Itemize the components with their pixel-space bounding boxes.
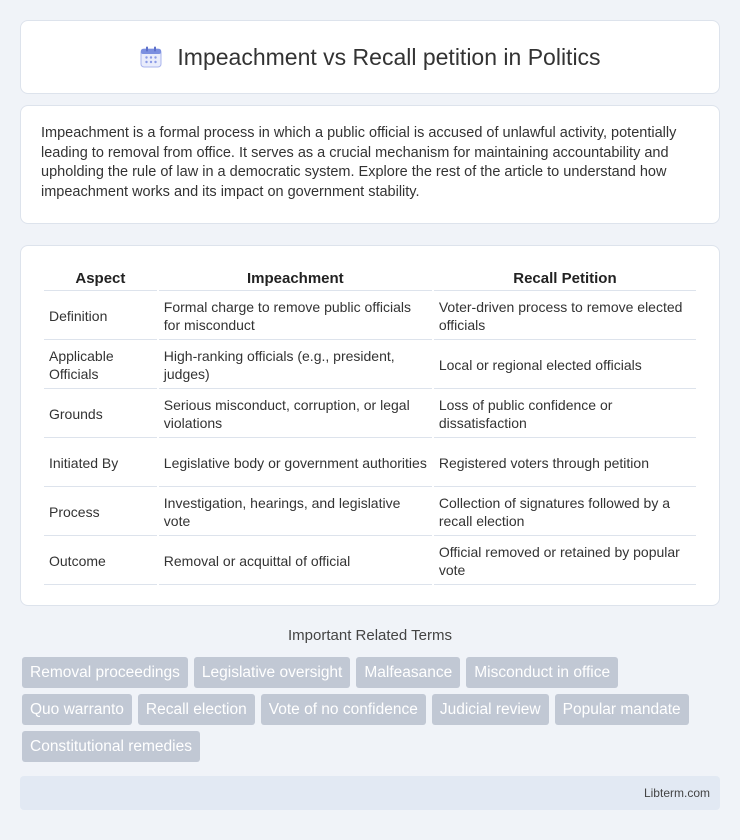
- term-tag[interactable]: Removal proceedings: [22, 657, 188, 688]
- table-cell-impeachment: High-ranking officials (e.g., president, judges): [159, 342, 432, 389]
- term-tag[interactable]: Popular mandate: [555, 694, 689, 725]
- table-cell-aspect: Outcome: [44, 538, 157, 585]
- footer: [20, 776, 720, 810]
- table-header-row: [44, 266, 696, 291]
- column-header-recall-petition: Recall Petition: [434, 266, 696, 291]
- table-cell-aspect: Grounds: [44, 391, 157, 438]
- related-terms-heading: Important Related Terms: [288, 627, 452, 644]
- term-tag[interactable]: Judicial review: [432, 694, 549, 725]
- comparison-card: [20, 245, 720, 606]
- table-cell-aspect: Initiated By: [44, 440, 157, 487]
- table-row: [44, 293, 696, 340]
- table-row: [44, 538, 696, 585]
- term-tag[interactable]: Recall election: [138, 694, 255, 725]
- table-row: [44, 440, 696, 487]
- term-tag[interactable]: Misconduct in office: [466, 657, 618, 688]
- table-cell-recall: Local or regional elected officials: [434, 342, 696, 389]
- related-terms-list: [22, 657, 722, 762]
- term-tag[interactable]: Vote of no confidence: [261, 694, 426, 725]
- table-row: [44, 391, 696, 438]
- column-header-aspect: Aspect: [44, 266, 157, 291]
- title-card: [20, 20, 720, 94]
- table-cell-impeachment: Serious misconduct, corruption, or legal violations: [159, 391, 432, 438]
- table-cell-impeachment: Formal charge to remove public officials for misconduct: [159, 293, 432, 340]
- table-cell-recall: Collection of signatures followed by a recall election: [434, 489, 696, 536]
- comparison-table: [42, 264, 698, 587]
- table-cell-impeachment: Investigation, hearings, and legislative vote: [159, 489, 432, 536]
- term-tag[interactable]: Constitutional remedies: [22, 731, 200, 762]
- table-cell-aspect: Process: [44, 489, 157, 536]
- table-row: [44, 342, 696, 389]
- table-cell-aspect: Definition: [44, 293, 157, 340]
- table-row: [44, 489, 696, 536]
- calendar-icon: [139, 45, 163, 69]
- intro-card: [20, 105, 720, 224]
- table-cell-recall: Registered voters through petition: [434, 440, 696, 487]
- table-cell-impeachment: Removal or acquittal of official: [159, 538, 432, 585]
- table-cell-recall: Loss of public confidence or dissatisfaction: [434, 391, 696, 438]
- table-cell-aspect: Applicable Officials: [44, 342, 157, 389]
- term-tag[interactable]: Quo warranto: [22, 694, 132, 725]
- page-title: Impeachment vs Recall petition in Politics: [177, 43, 601, 70]
- intro-text: Impeachment is a formal process in which a public official is accused of unlawful activity, potentially leading to removal from office. It serves as a crucial mechanism for maintaining accountability and upholding the rule of law in a democratic system. Explore the rest of the article to understand how impeachment works and its impact on government stability.: [41, 125, 677, 200]
- table-cell-recall: Official removed or retained by popular vote: [434, 538, 696, 585]
- table-cell-impeachment: Legislative body or government authorities: [159, 440, 432, 487]
- column-header-impeachment: Impeachment: [159, 266, 432, 291]
- table-cell-recall: Voter-driven process to remove elected officials: [434, 293, 696, 340]
- term-tag[interactable]: Malfeasance: [356, 657, 460, 688]
- footer-site-link[interactable]: Libterm.com: [643, 786, 710, 800]
- term-tag[interactable]: Legislative oversight: [194, 657, 350, 688]
